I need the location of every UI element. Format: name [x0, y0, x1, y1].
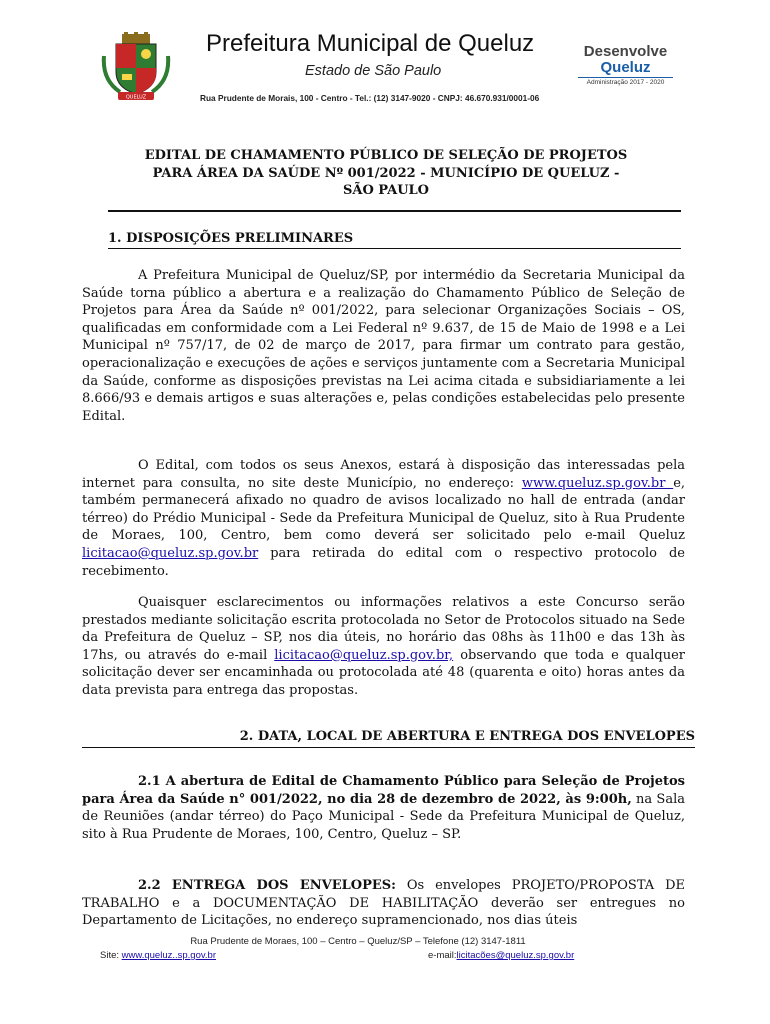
municipal-crest-icon: [100, 32, 172, 104]
header-address: Rua Prudente de Morais, 100 - Centro - Tel.: (12) 3147-9020 - CNPJ: 46.670.931/0001-06: [200, 93, 540, 103]
paragraph-2-text-b: e, também permanecerá afixado no quadro de avisos localizado no hall de entrada (andar térreo) do Prédio Municipal - Sede da Prefeitura Municipal de Queluz, sito à Rua Prudente de Moraes, 100, Centro, bem como deverá ser solicitado pelo e-mail Queluz: [82, 475, 686, 544]
section-2-heading: 2. DATA, LOCAL DE ABERTURA E ENTREGA DOS ENVELOPES: [239, 729, 695, 744]
paragraph-3: [82, 594, 685, 700]
paragraph-1-text: A Prefeitura Municipal de Queluz/SP, por intermédio da Secretaria Municipal da Saúde torna público a abertura e a realização do Chamamento Público de Seleção de Projetos para Área da Saúde nº 001/2022, para selecionar Organizações Sociais – OS, qualificadas em conformidade com a Lei Federal nº 9.637, de 15 de Maio de 1998 e a Lei Municipal nº 757/17, de 02 de março de 2017, para firmar um contrato para gestão, operacionalização e execuções de ações e serviços juntamente com a Secretaria Municipal da Saúde, conforme as disposições previstas na Lei acima citada e subsidiariamente a lei 8.666/93 e demais artigos e suas alterações e, pelas condições estabelecidas pelo presente Edital.: [82, 268, 685, 424]
paragraph-3-text-b: observando que toda e qualquer solicitação dever ser encaminhada ou protocolada até 48 (quarenta e oito) horas antes da data prevista para entrega das propostas.: [82, 647, 685, 698]
paragraph-5: [82, 877, 685, 930]
section-2-divider: [82, 747, 695, 748]
title-divider: [108, 210, 681, 212]
section-1-heading: 1. DISPOSIÇÕES PRELIMINARES: [108, 231, 354, 246]
svg-text:QUELUZ: QUELUZ: [125, 94, 147, 101]
paragraph-5-text: Os envelopes PROJETO/PROPOSTA DE TRABALHO e a DOCUMENTAÇÃO DE HABILITAÇÃO deverão ser entregues no Departamento de Licitações, no endereço supramencionado, nos dias úteis: [82, 878, 685, 929]
paragraph-5-bold: 2.2 ENTREGA DOS ENVELOPES:: [138, 878, 396, 893]
paragraph-4: [82, 773, 685, 843]
site-link[interactable]: www.queluz.sp.gov.br: [521, 475, 674, 491]
email-link-2[interactable]: licitacao@queluz.sp.gov.br,: [274, 647, 454, 663]
letterhead: [0, 0, 770, 110]
paragraph-1: [82, 267, 685, 425]
footer-address: Rua Prudente de Moraes, 100 – Centro – Queluz/SP – Telefone (12) 3147-1811: [190, 936, 526, 947]
brand-line1: Desenvolve: [583, 43, 668, 60]
section-1-divider: [108, 248, 681, 249]
paragraph-2: [82, 457, 685, 580]
paragraph-2-text-c: para retirada do edital com o respectivo protocolo de recebimento.: [82, 545, 685, 579]
title-line-3: SÃO PAULO: [342, 183, 430, 198]
brand-line2: Queluz: [600, 59, 651, 76]
paragraph-4-text: na Sala de Reuniões (andar térreo) do Paço Municipal - Sede da Prefeitura Municipal de Queluz, sito à Rua Prudente de Moraes, 100, Centro, Queluz – SP.: [82, 791, 685, 842]
email-link[interactable]: licitacao@queluz.sp.gov.br: [82, 545, 259, 561]
paragraph-2-text-a: O Edital, com todos os seus Anexos, estará à disposição das interessadas pela internet para consulta, no site deste Município, no endereço:: [82, 458, 685, 491]
footer-site-label: Site:: [100, 950, 122, 961]
title-line-2: PARA ÁREA DA SAÚDE Nº 001/2022 - MUNICÍPIO DE QUELUZ -: [152, 165, 620, 181]
footer-site-link[interactable]: www.queluz..sp.gov.br: [121, 950, 216, 961]
paragraph-4-bold: 2.1 A abertura de Edital de Chamamento Público para Seleção de Projetos para Área da Saúde n° 001/2022, no dia 28 de dezembro de 2022, às 9:00h,: [82, 774, 685, 807]
footer-email-link[interactable]: licitacões@queluz.sp.gov.br: [456, 950, 575, 961]
brand-line3: Administração 2017 - 2020: [578, 77, 673, 86]
administration-logo: [578, 44, 673, 86]
state-subtitle: Estado de São Paulo: [305, 63, 442, 79]
footer-email-label: e-mail:: [428, 950, 457, 961]
footer-email: [428, 950, 574, 961]
document-title: [82, 147, 690, 200]
municipality-title: Prefeitura Municipal de Queluz: [206, 30, 535, 57]
title-line-1: EDITAL DE CHAMAMENTO PÚBLICO DE SELEÇÃO DE PROJETOS: [144, 148, 628, 163]
footer-site: [100, 950, 216, 961]
paragraph-3-text-a: Quaisquer esclarecimentos ou informações relativos a este Concurso serão prestados mediante solicitação escrita protocolada no Setor de Protocolos situado na Sede da Prefeitura de Queluz – SP, nos dia úteis, no horário das 08hs às 11h00 e das 13h às 17hs, ou através do e-mail: [82, 595, 685, 663]
